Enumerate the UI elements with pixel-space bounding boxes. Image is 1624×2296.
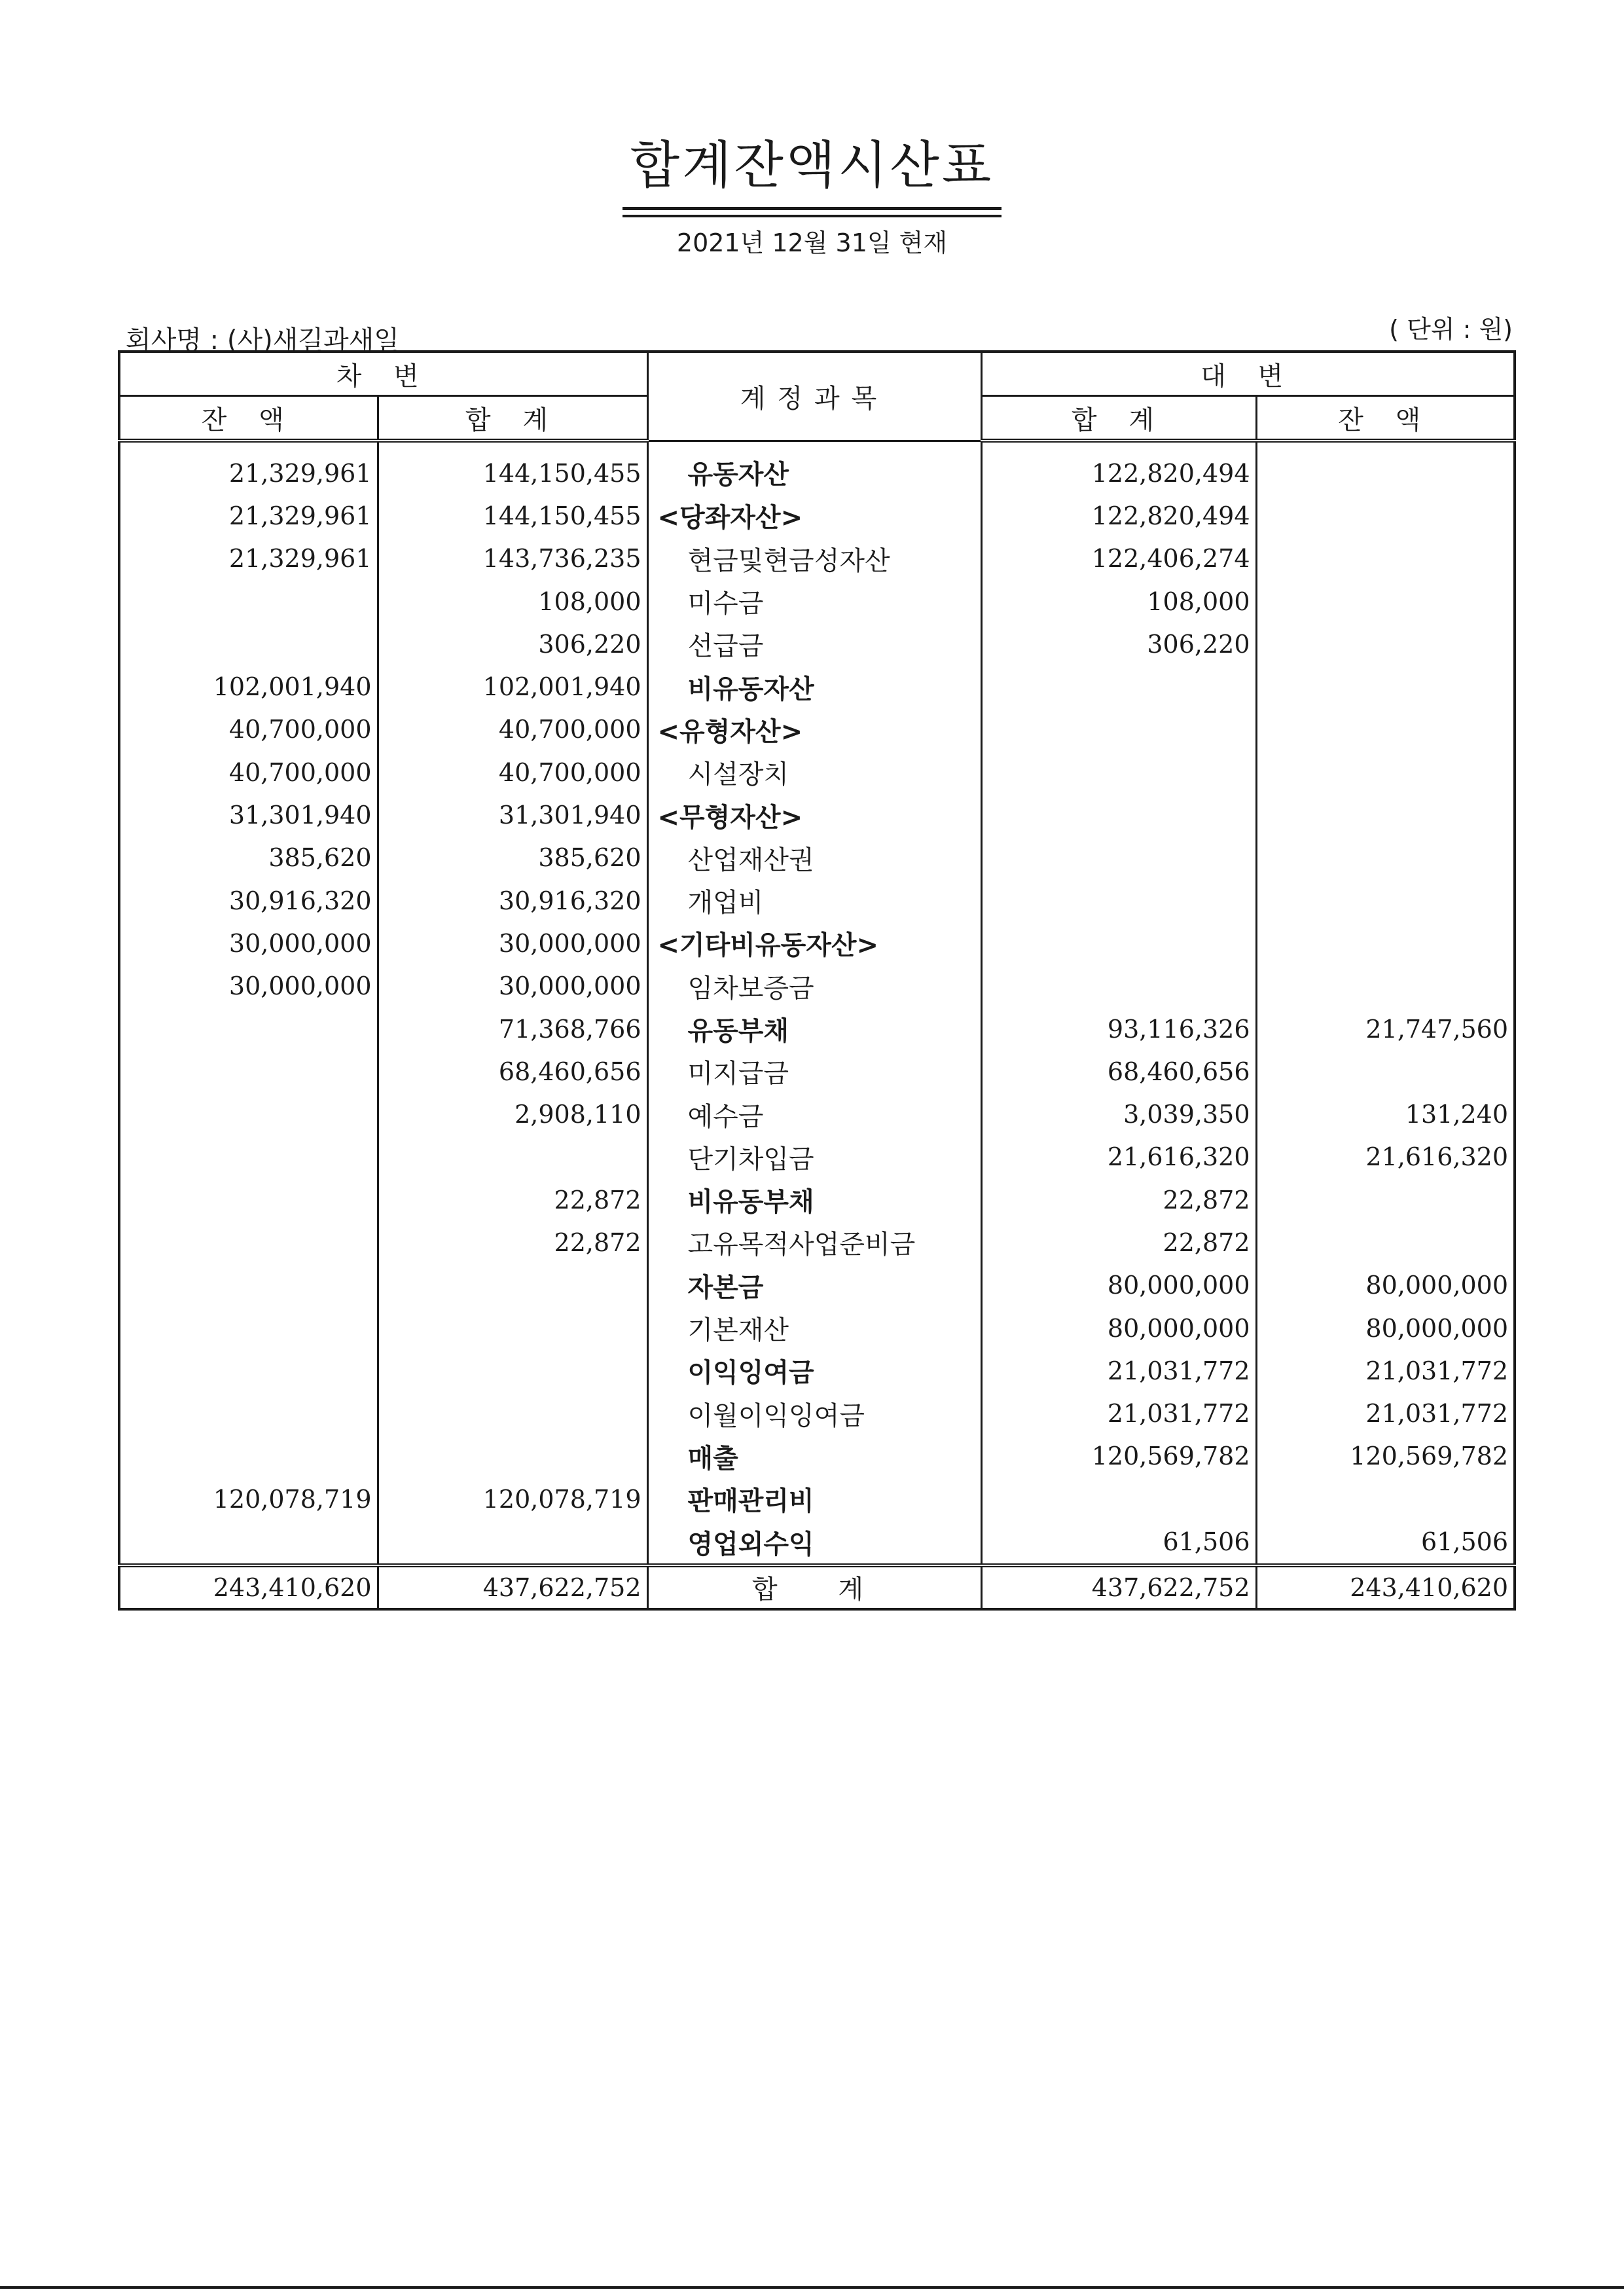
credit-total-cell — [981, 1478, 1256, 1520]
table-row — [119, 1435, 1515, 1478]
account-cell: 자본금 — [647, 1264, 981, 1307]
company-name: 회사명 : (사)새길과새일 — [126, 325, 399, 355]
debit-total-cell: 306,220 — [378, 623, 647, 665]
credit-balance-cell — [1256, 922, 1515, 964]
debit-balance-cell: 102,001,940 — [119, 665, 378, 708]
total-debit-balance: 243,410,620 — [119, 1565, 378, 1609]
credit-total-cell: 93,116,326 — [981, 1008, 1256, 1050]
account-cell: 산업재산권 — [647, 837, 981, 879]
debit-total-cell: 108,000 — [378, 580, 647, 623]
debit-total-cell — [378, 1307, 647, 1349]
total-credit-balance: 243,410,620 — [1256, 1565, 1515, 1609]
credit-total-cell: 108,000 — [981, 580, 1256, 623]
account-cell: 매출 — [647, 1435, 981, 1478]
credit-total-cell — [981, 793, 1256, 836]
totals-row — [119, 1565, 1515, 1609]
account-cell: 이월이익잉여금 — [647, 1393, 981, 1435]
table-row — [119, 494, 1515, 537]
account-cell: 개업비 — [647, 879, 981, 922]
table-row — [119, 538, 1515, 580]
debit-total-cell: 144,150,455 — [378, 494, 647, 537]
debit-balance-cell — [119, 580, 378, 623]
debit-total-cell: 102,001,940 — [378, 665, 647, 708]
account-cell: 시설장치 — [647, 751, 981, 793]
credit-total-cell — [981, 879, 1256, 922]
credit-total-header: 합 계 — [981, 396, 1256, 441]
debit-balance-cell: 30,916,320 — [119, 879, 378, 922]
credit-total-cell — [981, 837, 1256, 879]
table-row — [119, 1008, 1515, 1050]
table-row — [119, 665, 1515, 708]
debit-total-cell: 68,460,656 — [378, 1050, 647, 1093]
credit-balance-cell: 80,000,000 — [1256, 1307, 1515, 1349]
debit-total-cell: 31,301,940 — [378, 793, 647, 836]
table-row — [119, 879, 1515, 922]
account-cell: 미지급금 — [647, 1050, 981, 1093]
credit-balance-cell — [1256, 879, 1515, 922]
table-row — [119, 922, 1515, 964]
debit-balance-cell: 21,329,961 — [119, 494, 378, 537]
credit-total-cell — [981, 708, 1256, 751]
table-row — [119, 1520, 1515, 1565]
debit-balance-cell: 30,000,000 — [119, 922, 378, 964]
debit-balance-cell: 40,700,000 — [119, 751, 378, 793]
table-row — [119, 1393, 1515, 1435]
table-row — [119, 1264, 1515, 1307]
table-row — [119, 1050, 1515, 1093]
credit-total-cell: 120,569,782 — [981, 1435, 1256, 1478]
title-wrapper — [0, 124, 1624, 210]
debit-balance-cell: 120,078,719 — [119, 1478, 378, 1520]
credit-balance-cell — [1256, 494, 1515, 537]
credit-balance-cell — [1256, 623, 1515, 665]
credit-balance-cell: 80,000,000 — [1256, 1264, 1515, 1307]
credit-total-cell: 22,872 — [981, 1221, 1256, 1264]
credit-total-cell: 80,000,000 — [981, 1307, 1256, 1349]
debit-balance-cell — [119, 1136, 378, 1178]
credit-balance-cell — [1256, 793, 1515, 836]
debit-total-cell: 120,078,719 — [378, 1478, 647, 1520]
debit-balance-cell: 40,700,000 — [119, 708, 378, 751]
credit-balance-cell — [1256, 538, 1515, 580]
credit-balance-cell — [1256, 1178, 1515, 1221]
table-row — [119, 623, 1515, 665]
credit-total-cell — [981, 751, 1256, 793]
as-of-date: 2021년 12월 31일 현재 — [676, 228, 948, 257]
debit-total-cell — [378, 1349, 647, 1392]
credit-balance-cell — [1256, 708, 1515, 751]
debit-balance-cell — [119, 1264, 378, 1307]
debit-total-cell: 71,368,766 — [378, 1008, 647, 1050]
unit-label: ( 단위 : 원) — [1389, 315, 1513, 344]
debit-total-cell: 30,000,000 — [378, 922, 647, 964]
debit-balance-cell: 21,329,961 — [119, 538, 378, 580]
debit-balance-cell: 30,000,000 — [119, 965, 378, 1008]
credit-balance-cell — [1256, 441, 1515, 494]
total-credit-total: 437,622,752 — [981, 1565, 1256, 1609]
credit-balance-cell: 21,616,320 — [1256, 1136, 1515, 1178]
credit-balance-cell — [1256, 1221, 1515, 1264]
total-debit-total: 437,622,752 — [378, 1565, 647, 1609]
credit-balance-cell — [1256, 1050, 1515, 1093]
account-cell: 비유동자산 — [647, 665, 981, 708]
total-label: 합 계 — [647, 1565, 981, 1609]
credit-total-cell: 122,820,494 — [981, 494, 1256, 537]
debit-total-cell: 143,736,235 — [378, 538, 647, 580]
debit-balance-cell — [119, 1221, 378, 1264]
table-row — [119, 793, 1515, 836]
credit-balance-cell: 120,569,782 — [1256, 1435, 1515, 1478]
debit-balance-cell — [119, 1520, 378, 1565]
account-cell: <유형자산> — [647, 708, 981, 751]
credit-balance-cell: 131,240 — [1256, 1093, 1515, 1135]
debit-total-cell: 40,700,000 — [378, 751, 647, 793]
credit-total-cell: 22,872 — [981, 1178, 1256, 1221]
credit-total-cell: 21,031,772 — [981, 1349, 1256, 1392]
debit-total-cell: 30,000,000 — [378, 965, 647, 1008]
debit-balance-cell — [119, 1093, 378, 1135]
debit-total-cell — [378, 1264, 647, 1307]
debit-total-cell — [378, 1393, 647, 1435]
table-row — [119, 441, 1515, 494]
credit-total-cell — [981, 665, 1256, 708]
table-row — [119, 708, 1515, 751]
account-cell: 유동자산 — [647, 441, 981, 494]
debit-balance-cell: 21,329,961 — [119, 441, 378, 494]
credit-balance-cell: 21,747,560 — [1256, 1008, 1515, 1050]
credit-balance-cell — [1256, 965, 1515, 1008]
debit-balance-cell — [119, 1307, 378, 1349]
table-row — [119, 837, 1515, 879]
account-cell: <기타비유동자산> — [647, 922, 981, 964]
credit-total-cell: 3,039,350 — [981, 1093, 1256, 1135]
debit-balance-cell: 385,620 — [119, 837, 378, 879]
credit-balance-cell: 21,031,772 — [1256, 1349, 1515, 1392]
debit-header: 차 변 — [119, 352, 647, 396]
debit-balance-cell: 31,301,940 — [119, 793, 378, 836]
debit-balance-header: 잔 액 — [119, 396, 378, 441]
credit-total-cell: 122,820,494 — [981, 441, 1256, 494]
table-row — [119, 965, 1515, 1008]
account-cell: 현금및현금성자산 — [647, 538, 981, 580]
debit-total-header: 합 계 — [378, 396, 647, 441]
debit-balance-cell — [119, 623, 378, 665]
credit-total-cell: 68,460,656 — [981, 1050, 1256, 1093]
account-cell: <무형자산> — [647, 793, 981, 836]
account-cell: 영업외수익 — [647, 1520, 981, 1565]
debit-total-cell — [378, 1435, 647, 1478]
table-row — [119, 1478, 1515, 1520]
table-row — [119, 1136, 1515, 1178]
debit-total-cell: 22,872 — [378, 1178, 647, 1221]
debit-balance-cell — [119, 1349, 378, 1392]
table-row — [119, 1221, 1515, 1264]
account-cell: 비유동부채 — [647, 1178, 981, 1221]
document-title: 합계잔액시산표 — [623, 124, 1001, 210]
account-cell: 임차보증금 — [647, 965, 981, 1008]
credit-balance-header: 잔 액 — [1256, 396, 1515, 441]
debit-balance-cell — [119, 1178, 378, 1221]
account-cell: 고유목적사업준비금 — [647, 1221, 981, 1264]
page-bottom-rule — [0, 2286, 1624, 2289]
debit-balance-cell — [119, 1050, 378, 1093]
trial-balance-table — [118, 350, 1516, 1611]
table-row — [119, 1093, 1515, 1135]
account-cell: 이익잉여금 — [647, 1349, 981, 1392]
debit-total-cell: 2,908,110 — [378, 1093, 647, 1135]
credit-balance-cell: 61,506 — [1256, 1520, 1515, 1565]
table-row — [119, 1349, 1515, 1392]
account-header: 계정과목 — [647, 352, 981, 441]
account-cell: 유동부채 — [647, 1008, 981, 1050]
debit-total-cell: 40,700,000 — [378, 708, 647, 751]
debit-total-cell: 30,916,320 — [378, 879, 647, 922]
credit-total-cell — [981, 965, 1256, 1008]
credit-header: 대 변 — [981, 352, 1515, 396]
account-cell: 예수금 — [647, 1093, 981, 1135]
account-cell: 미수금 — [647, 580, 981, 623]
table-row — [119, 1307, 1515, 1349]
account-cell: 기본재산 — [647, 1307, 981, 1349]
credit-balance-cell — [1256, 665, 1515, 708]
account-cell: 단기차입금 — [647, 1136, 981, 1178]
debit-balance-cell — [119, 1435, 378, 1478]
credit-total-cell: 80,000,000 — [981, 1264, 1256, 1307]
credit-balance-cell: 21,031,772 — [1256, 1393, 1515, 1435]
table-row — [119, 1178, 1515, 1221]
table-row — [119, 580, 1515, 623]
account-cell: 선급금 — [647, 623, 981, 665]
ledger-body — [119, 441, 1515, 1565]
debit-total-cell: 22,872 — [378, 1221, 647, 1264]
credit-total-cell: 306,220 — [981, 623, 1256, 665]
debit-balance-cell — [119, 1393, 378, 1435]
debit-total-cell: 385,620 — [378, 837, 647, 879]
credit-balance-cell — [1256, 580, 1515, 623]
debit-balance-cell — [119, 1008, 378, 1050]
credit-balance-cell — [1256, 751, 1515, 793]
account-cell: 판매관리비 — [647, 1478, 981, 1520]
credit-total-cell: 21,031,772 — [981, 1393, 1256, 1435]
debit-total-cell: 144,150,455 — [378, 441, 647, 494]
credit-total-cell: 61,506 — [981, 1520, 1256, 1565]
credit-total-cell: 21,616,320 — [981, 1136, 1256, 1178]
table-row — [119, 751, 1515, 793]
credit-total-cell — [981, 922, 1256, 964]
debit-total-cell — [378, 1136, 647, 1178]
debit-total-cell — [378, 1520, 647, 1565]
credit-balance-cell — [1256, 1478, 1515, 1520]
credit-total-cell: 122,406,274 — [981, 538, 1256, 580]
header-row-top — [119, 352, 1515, 396]
credit-balance-cell — [1256, 837, 1515, 879]
account-cell: <당좌자산> — [647, 494, 981, 537]
